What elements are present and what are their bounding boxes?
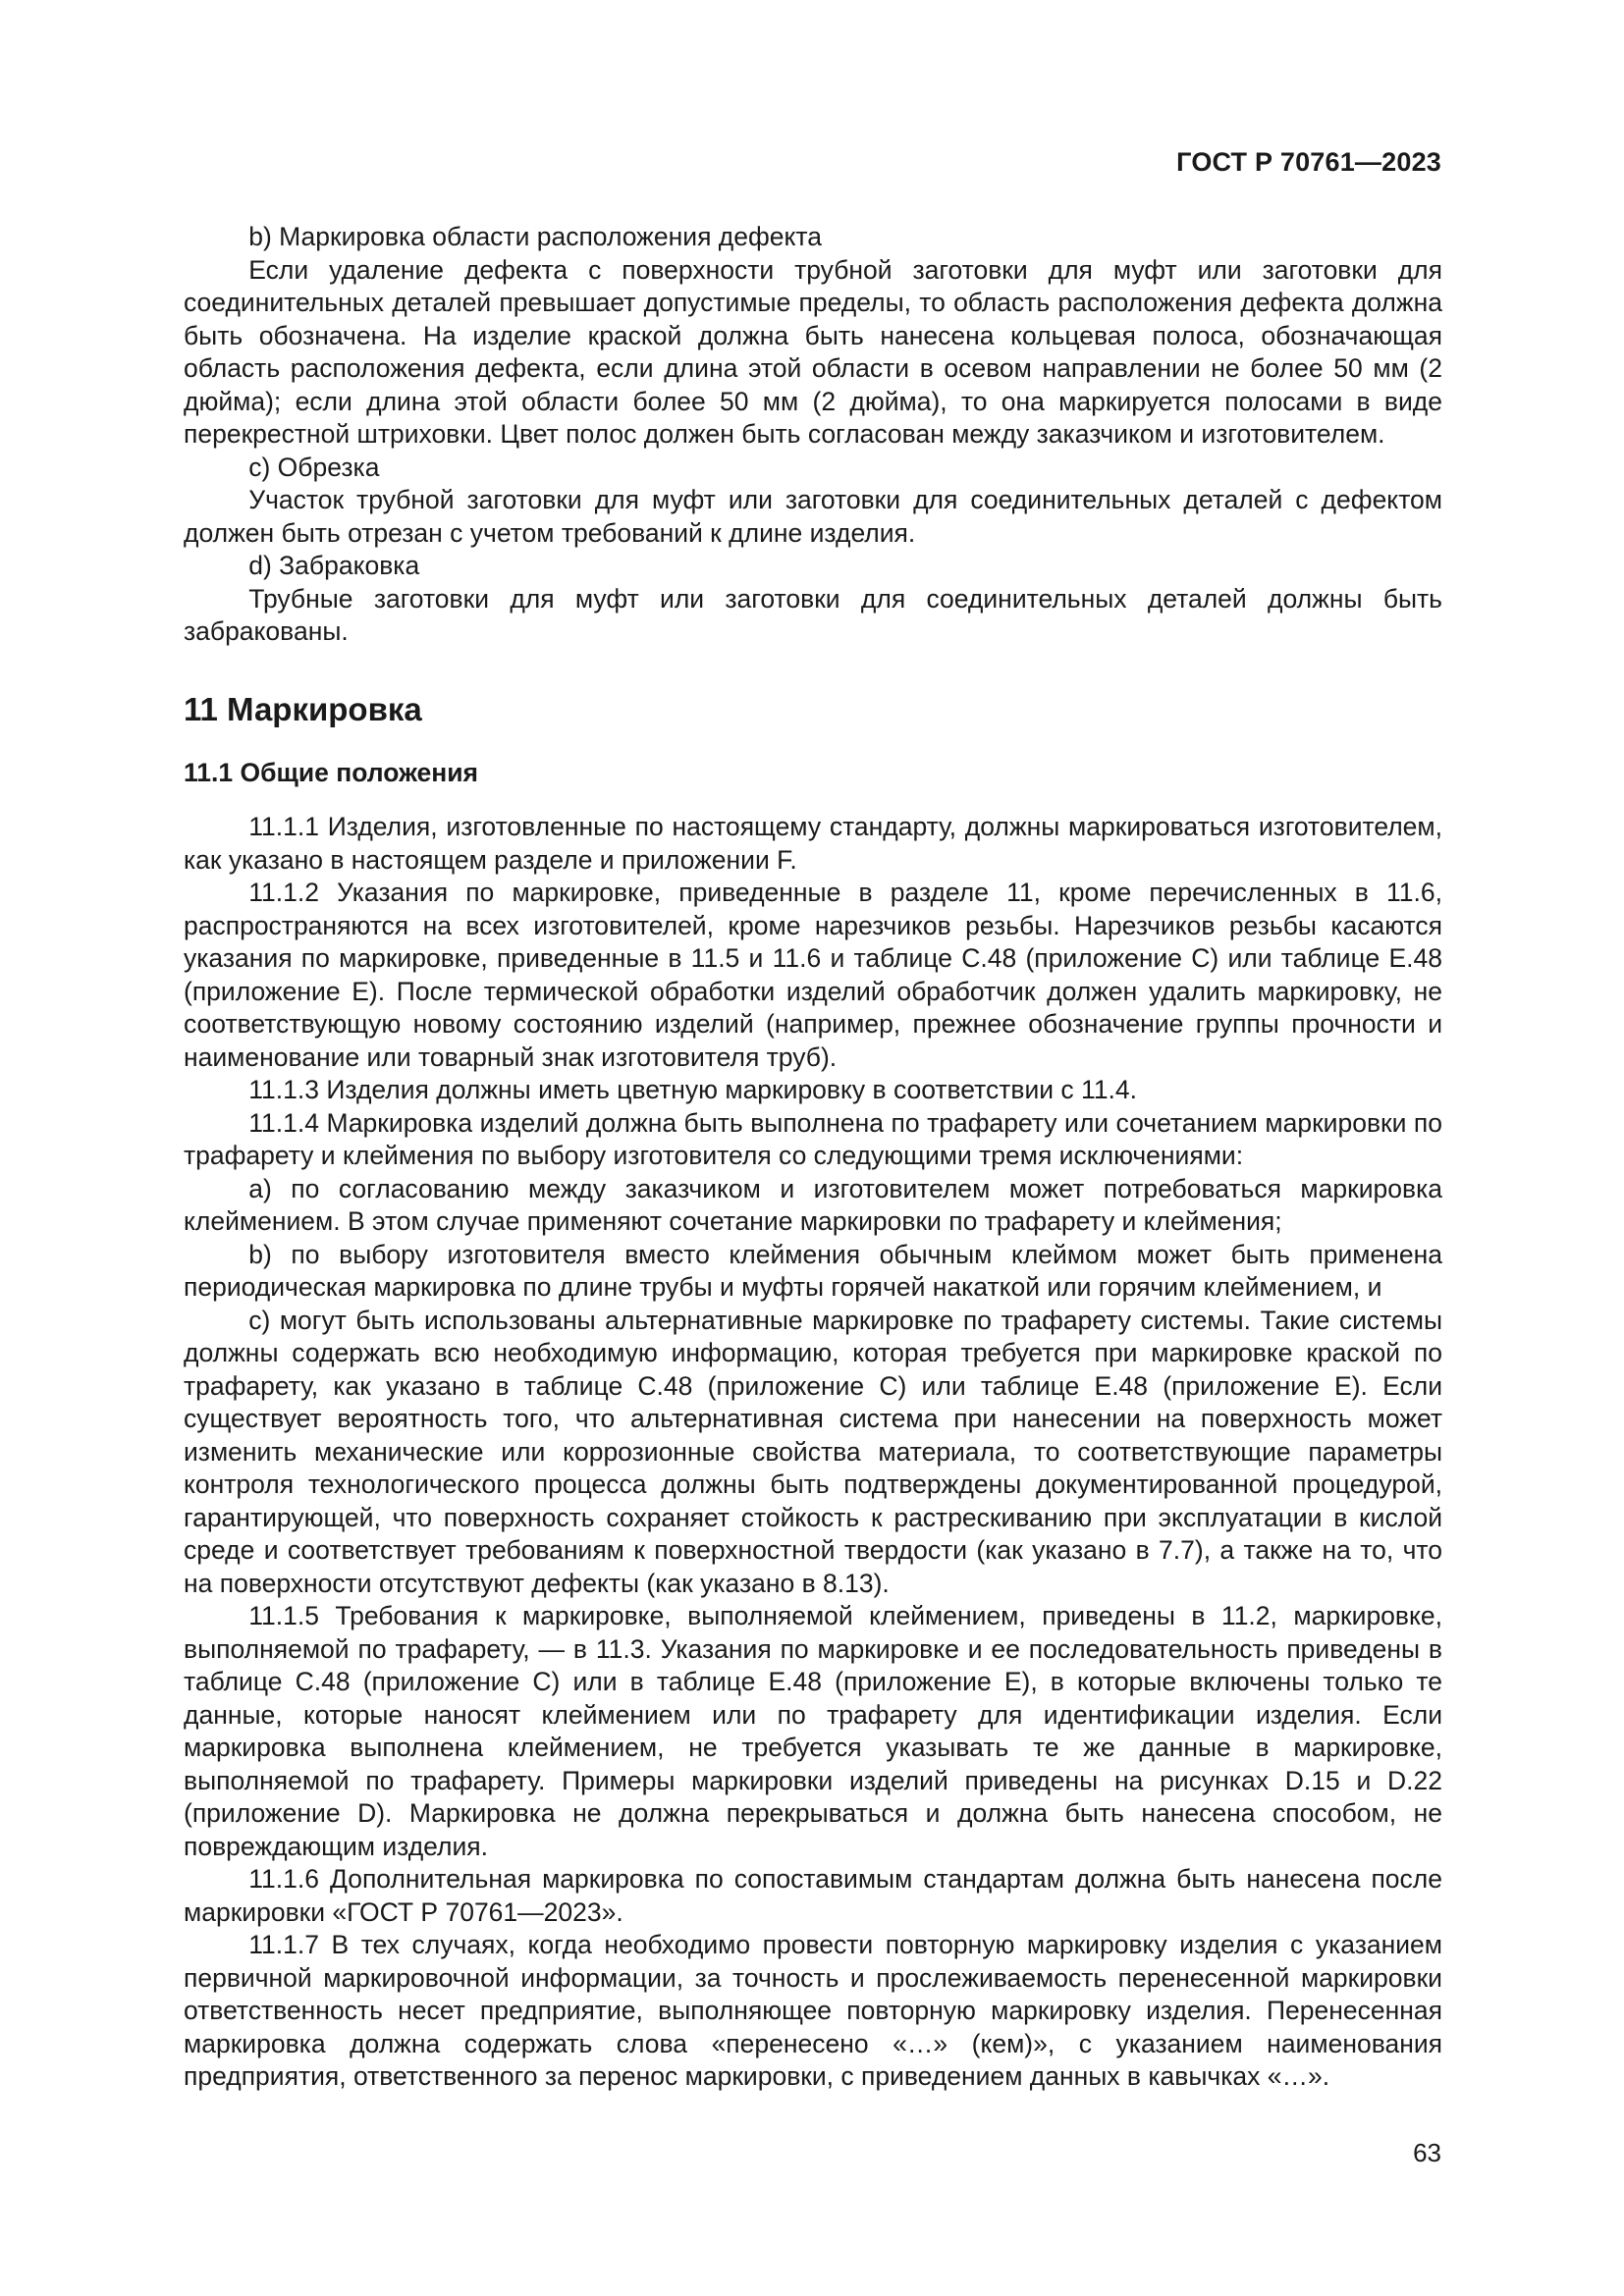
item-b-title: b) Маркировка области расположения дефекта [248, 222, 822, 251]
clause-11-1-4: 11.1.4 Маркировка изделий должна быть выполнена по трафарету или сочетанием маркировки по трафарету и клеймения по выбору изготовителя со следующими тремя исключениями: [184, 1107, 1442, 1170]
subsection-heading: 11.1 Общие положения [184, 757, 479, 787]
item-b-text: Если удаление дефекта с поверхности трубной заготовки для муфт или заготовки для соединительных деталей превышает допустимые пределы, то область расположения дефекта должна быть обозначена. На изделие краской должна быть нанесена кольцевая полоса, обозначающая область расположения дефекта, если длина этой области в осевом направлении не более 50 мм (2 дюйма); если длина этой области более 50 мм (2 дюйма), то она маркируется полосами в виде перекрестной штриховки. Цвет полос должен быть согласован между заказчиком и изготовителем. [184, 254, 1442, 449]
item-c-title: c) Обрезка [248, 452, 380, 482]
section-heading: 11 Маркировка [184, 690, 422, 727]
item-d-text: Трубные заготовки для муфт или заготовки для соединительных деталей должны быть забракованы. [184, 583, 1442, 646]
clause-11-1-1: 11.1.1 Изделия, изготовленные по настоящему стандарту, должны маркироваться изготовителем, как указано в настоящем разделе и приложении F. [184, 812, 1442, 875]
item-d-title: d) Забраковка [248, 551, 420, 580]
clause-11-1-2: 11.1.2 Указания по маркировке, приведенные в разделе 11, кроме перечисленных в 11.6, распространяются на всех изготовителей, кроме нарезчиков резьбы. Нарезчиков резьбы касаются указания по маркировке, приведенные в 11.5 и 11.6 и таблице C.48 (приложение C) или таблице E.48 (приложение E). После термической обработки изделий обработчик должен удалить маркировку, не соответствующую новому состоянию изделий (например, прежнее обозначение группы прочности и наименование или товарный знак изготовителя труб). [184, 878, 1442, 1072]
page-number: 63 [1413, 2138, 1441, 2167]
page-content [184, 221, 1442, 2094]
item-c-text: Участок трубной заготовки для муфт или заготовки для соединительных деталей с дефектом должен быть отрезан с учетом требований к длине изделия. [184, 485, 1442, 548]
clause-11-1-5: 11.1.5 Требования к маркировке, выполняемой клеймением, приведены в 11.2, маркировке, выполняемой по трафарету, — в 11.3. Указания по маркировке и ее последовательность приведены в таблице C.48 (приложение C) или в таблице E.48 (приложение E), в которые включены только те данные, которые наносят клеймением или по трафарету для идентификации изделия. Если маркировка выполнена клеймением, не требуется указывать те же данные в маркировке, выполняемой по трафарету. Примеры маркировки изделий приведены на рисунках D.15 и D.22 (приложение D). Маркировка не должна перекрываться и должна быть нанесена способом, не повреждающим изделия. [184, 1601, 1442, 1861]
clause-11-1-7: 11.1.7 В тех случаях, когда необходимо провести повторную маркировку изделия с указанием первичной маркировочной информации, за точность и прослеживаемость перенесенной маркировки ответственность несет предприятие, выполняющее повторную маркировку изделия. Перенесенная маркировка должна содержать слова «перенесено «…» (кем)», с указанием наименования предприятия, ответственного за перенос маркировки, с приведением данных в кавычках «…». [184, 1930, 1442, 2091]
document-id-header: ГОСТ Р 70761—2023 [1176, 147, 1441, 177]
clause-11-1-6: 11.1.6 Дополнительная маркировка по сопоставимым стандартам должна быть нанесена после маркировки «ГОСТ Р 70761—2023». [184, 1864, 1442, 1927]
clause-11-1-4-c: c) могут быть использованы альтернативные маркировке по трафарету системы. Такие системы должны содержать всю необходимую информацию, которая требуется при маркировке краской по трафарету, как указано в таблице C.48 (приложение C) или таблице E.48 (приложение E). Если существует вероятность того, что альтернативная система при нанесении на поверхность может изменить механические или коррозионные свойства материала, то соответствующие параметры контроля технологического процесса должны быть подтверждены документированной процедурой, гарантирующей, что поверхность сохраняет стойкость к растрескиванию при эксплуатации в кислой среде и соответствует требованиям к поверхностной твердости (как указано в 7.7), а также на то, что на поверхности отсутствуют дефекты (как указано в 8.13). [184, 1305, 1442, 1598]
clause-11-1-4-b: b) по выбору изготовителя вместо клеймения обычным клеймом может быть применена периодическая маркировка по длине трубы и муфты горячей накаткой или горячим клеймением, и [184, 1239, 1442, 1302]
clause-11-1-3: 11.1.3 Изделия должны иметь цветную маркировку в соответствии с 11.4. [248, 1075, 1138, 1104]
clause-11-1-4-a: a) по согласованию между заказчиком и изготовителем может потребоваться маркировка клеймением. В этом случае применяют сочетание маркировки по трафарету и клеймения; [184, 1173, 1442, 1236]
